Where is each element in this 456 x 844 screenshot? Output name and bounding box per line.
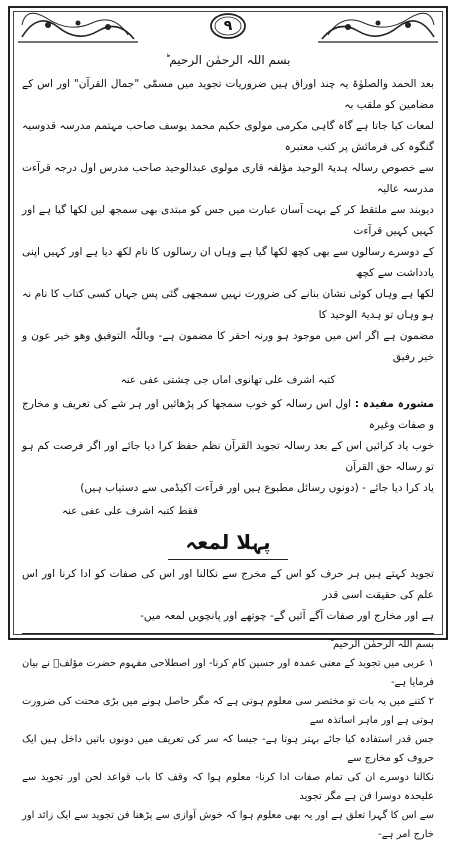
advice-text: اول اس رسالہ کو خوب سمجھا کر پڑھائیں اور ہر شے کی تعریف و مخارج و صفات وغیرہ <box>22 398 434 431</box>
lesson-title: پہلا لمعہ <box>185 530 271 554</box>
advice-line: خوب یاد کرائیں اس کے بعد رسالہ تجوید القرآن نظم حفظ کرا دیا جائے اور اگر فرصت کم ہو تو رسالہ حق القرآن <box>22 440 434 473</box>
page-number: ۹ <box>223 18 233 34</box>
page-body <box>22 50 434 840</box>
footnote-line: سے اس کا گہرا تعلق ہے اور یہ بھی معلوم ہوا کہ خوش آوازی سے پڑھنا فن تجوید سے ایک زائد اور خارج امر ہے- <box>22 810 434 840</box>
advice-line <box>22 394 434 436</box>
advice-label: مشورہ مفیدہ : <box>354 398 434 410</box>
intro-line: بعد الحمد والصلوٰۃ یہ چند اوراق ہیں ضروریات تجوید میں مسمّٰی "جمال القرآن" اور اس کے مضامین کو ملقب بہ <box>22 78 434 111</box>
advice-line: یاد کرا دیا جائے - (دونوں رسائل مطبوع ہیں اور قرآءت اکیڈمی سے دستیاب ہیں) <box>80 482 434 494</box>
intro-line: کے دوسرے رسالوں سے بھی کچھ لکھا گیا ہے وہاں ان رسالوں کا نام لکھ دیا ہے اور کہیں اپنی یادداشت سے کچھ <box>22 246 434 279</box>
second-signature: فقط کتبہ اشرف علی عفی عنہ <box>62 505 198 517</box>
lesson-line: تجوید کہتے ہیں ہر حرف کو اس کے مخرج سے نکالنا اور اس کی صفات کو ادا کرنا اور اس علم کی حقیقت اسی قدر <box>22 568 434 601</box>
page-number-badge <box>208 11 248 41</box>
lesson-title-underline <box>168 559 288 560</box>
footnote-line: نکالنا دوسرے ان کی تمام صفات ادا کرنا- معلوم ہوا کہ وقف کا باب قواعد لحن اور تجوید سے علیحدہ دوسرا فن ہے مگر تجوید <box>22 772 434 802</box>
intro-line: سے خصوص رسالہ ہدیۃ الوحید مؤلفہ قاری مولوی عبدالوحید صاحب مدرس اول درجہ قرآءت مدرسہ عالیہ <box>22 162 434 195</box>
intro-line: لمعات کیا جاتا ہے گاہ گاہی مکرمی مولوی حکیم محمد یوسف صاحب مہتمم مدرسہ قدوسیہ گنگوہ کی فرمائش پر کتب معتبرہ <box>22 120 434 153</box>
footnote-line: جس قدر استفادہ کیا جائے بہتر ہوتا ہے- جیسا کہ سر کی تعریف میں دونوں باتیں داخل ہیں ایک حروف کو مخارج سے <box>22 734 434 764</box>
footnotes <box>22 654 434 844</box>
intro-paragraph <box>22 74 434 368</box>
lesson-line: ہے اور مخارج اور صفات آگے آئیں گے- چوتھے اور پانچویں لمعہ میں- <box>140 610 434 622</box>
lesson-paragraph <box>22 564 434 627</box>
footnote-separator <box>22 633 434 634</box>
footnote-line: ۲ کتنے میں یہ بات تو مختصر سی معلوم ہوتی ہے کہ مگر حاصل ہونے میں بڑی محنت کی ضرورت ہوتی ہے اور ماہر اساتذہ سے <box>22 696 434 726</box>
footnote-heading: بسم اللہ الرحمٰن الرحیم ؕ <box>329 639 434 650</box>
right-ornament-icon <box>318 9 438 45</box>
left-ornament-icon <box>18 9 138 45</box>
page-header <box>12 9 444 45</box>
intro-line: مضمون ہے اگر اس میں موجود ہو ورنہ احقر کا مضمون ہے- وباللّٰہ التوفیق وھو خیر عون و خیر رفیق <box>22 330 434 363</box>
bismillah-heading: بسم اللہ الرحمٰن الرحیم ؕ <box>165 53 291 67</box>
advice-paragraph <box>22 394 434 499</box>
intro-line: لکھا ہے وہاں کوئی نشان بنانے کی ضرورت نہیں سمجھی گئی پس جہاں کسی کتاب کا نام نہ ہو وہاں تو ہدیۃ الوحید کا <box>22 288 434 321</box>
intro-line: دیوبند سے ملتقط کر کے بہت آسان عبارت میں جس کو مبتدی بھی سمجھ لیں لکھا گیا ہے اور کہیں کہیں قرآءت <box>22 204 434 237</box>
author-signature: کتبہ اشرف علی تھانوی اماں جی چشتی عفی عنہ <box>120 374 336 386</box>
footnote-line: ۱ عربی میں تجوید کے معنی عمدہ اور حسین کام کرنا- اور اصطلاحی مفہوم حضرت مؤلفؒ نے بیان فرمایا ہے- <box>22 658 434 688</box>
